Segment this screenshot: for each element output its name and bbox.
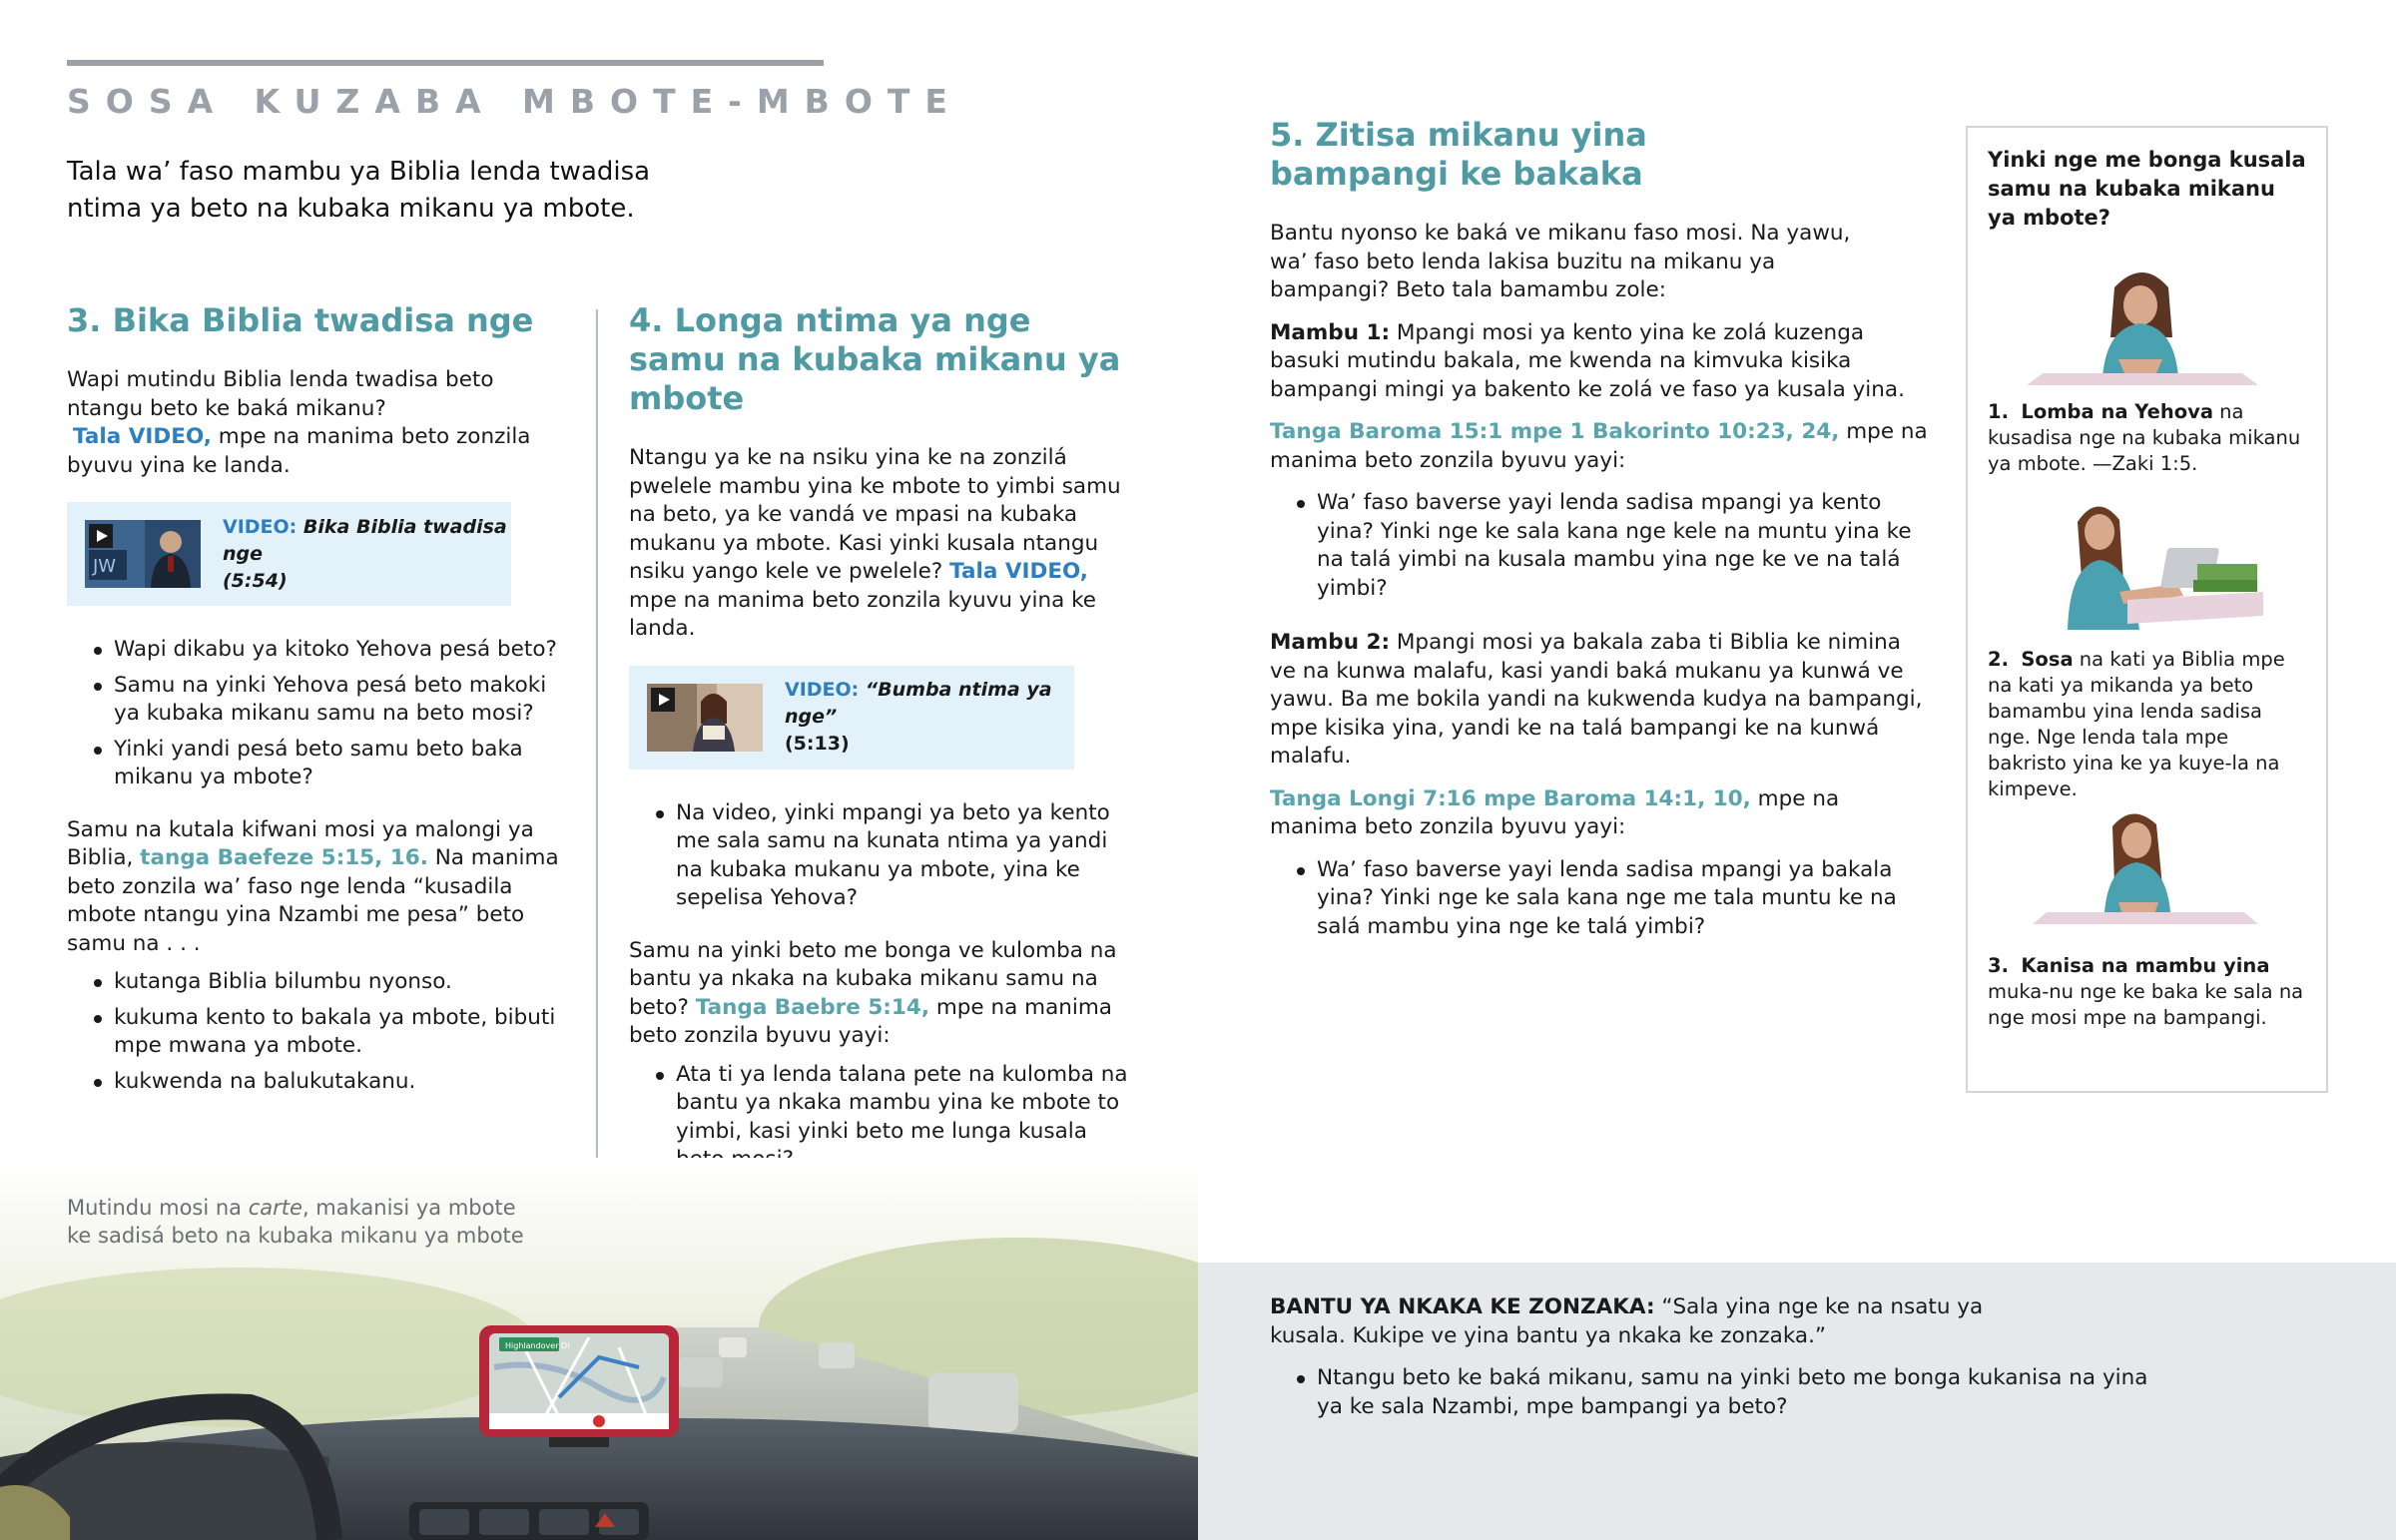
- sidebar-question: Yinki nge me bonga kusala samu na kubaka mikanu ya mbote?: [1988, 148, 2306, 230]
- section-4: [629, 301, 1128, 1246]
- section-5-body: [1270, 220, 1929, 941]
- step-2-bold: Sosa: [2021, 648, 2074, 671]
- video-thumbnail-2[interactable]: [647, 684, 763, 752]
- section-3-para1: Wapi mutindu Biblia lenda twadisa beto ntangu beto ke baká mikanu?: [67, 367, 494, 421]
- section-3-title: 3. Bika Biblia twadisa nge: [67, 301, 534, 339]
- scripture-link-longi-baroma[interactable]: Tanga Longi 7:16 mpe Baroma 14:1, 10,: [1270, 785, 1751, 811]
- video-label: VIDEO:: [223, 515, 298, 538]
- band-questions: [1270, 1364, 2168, 1421]
- woman-thinking-illustration: [2023, 806, 2262, 926]
- section-4-title: 4. Longa ntima ya nge samu na kubaka mikanu ya mbote: [629, 301, 1121, 417]
- section-3-para2: Samu na kutala kifwani mosi ya malongi ya Biblia,: [67, 816, 534, 870]
- tala-video-link-2[interactable]: Tala VIDEO,: [949, 559, 1088, 584]
- bottom-band-content: [1270, 1293, 2168, 1428]
- band-label: BANTU YA NKAKA KE ZONZAKA:: [1270, 1294, 1655, 1319]
- scripture-link-baefeze[interactable]: tanga Baefeze 5:15, 16.: [140, 845, 428, 870]
- svg-text:JW: JW: [93, 556, 117, 577]
- list-item: Wapi dikabu ya kitoko Yehova pesá beto?: [67, 636, 566, 665]
- list-item: Samu na yinki Yehova pesá beto makoki ya kubaka mikanu samu na beto mosi?: [67, 672, 566, 729]
- step-1-bold: Lomba na Yehova: [2021, 400, 2213, 423]
- woman-studying-illustration: [2028, 492, 2267, 632]
- caption-part-2: , makanisi ya mbote: [301, 1196, 516, 1220]
- sidebar-step-3: [1988, 953, 2307, 1031]
- video-box-bika-biblia[interactable]: [67, 502, 511, 606]
- step-1-number: 1.: [1988, 400, 2009, 423]
- play-icon[interactable]: [89, 524, 113, 548]
- section-3-para2-rest: Na manima beto zonzila wa’ faso nge lenda “kusadila mbote ntangu yina Nzambi me pesa” beto samu na . . .: [67, 845, 559, 956]
- sidebar-step-1: [1988, 399, 2307, 477]
- case-1-text: Mpangi mosi ya kento yina ke zolá kuzenga basuki mutindu bakala, me kwenda na kimvuka kisika bampangi mingi ya bakento ke zolá ve faso ya kusala yina.: [1270, 319, 1905, 402]
- list-item: Wa’ faso baverse yayi lenda sadisa mpangi ya kento yina? Yinki nge ke sala kana nge kele na muntu yina ke na talá yimbi na kusala mambu yina nge ke ve na talá yimbi?: [1270, 489, 1929, 603]
- case-2-questions: [1270, 856, 1929, 942]
- case-1-label: Mambu 1:: [1270, 319, 1391, 345]
- step-2-text: na kati ya Biblia mpe na kati ya mikanda ya beto bamambu yina lenda sadisa nge. Nge lenda tala mpe bakristo yina ke ya kuye-la na kimpeve.: [1988, 648, 2285, 800]
- video-time: (5:54): [223, 569, 288, 592]
- scripture-link-baroma-bakorinto[interactable]: Tanga Baroma 15:1 mpe 1 Bakorinto 10:23, 24,: [1270, 419, 1840, 444]
- step-3-text: muka-nu nge ke baka ke sala na nge mosi mpe na bampangi.: [1988, 980, 2304, 1029]
- video-caption-2[interactable]: [785, 677, 1074, 758]
- video-label-2: VIDEO:: [785, 679, 860, 701]
- video-thumbnail[interactable]: [85, 520, 201, 588]
- case-1-questions: [1270, 489, 1929, 603]
- case-1-rest: mpe na manima beto zonzila byuvu yayi:: [1270, 419, 1928, 473]
- caption-line-2: ke sadisá beto na kubaka mikanu ya mbote: [67, 1224, 524, 1248]
- case-2-rest: mpe na manima beto zonzila byuvu yayi:: [1270, 785, 1840, 839]
- video-title-2: “Bumba ntima ya nge”: [785, 679, 1052, 728]
- caption-italic: carte: [248, 1196, 302, 1220]
- section-3: [67, 301, 566, 1103]
- series-title: SOSA KUZABA MBOTE-MBOTE: [67, 82, 962, 121]
- woman-praying-illustration: [2023, 257, 2262, 387]
- play-icon-2[interactable]: [651, 688, 675, 712]
- sidebar-step-2: [1988, 647, 2307, 802]
- video-title: Bika Biblia twadisa nge: [223, 515, 507, 565]
- section-5: [1270, 116, 1929, 948]
- section-4-body: [629, 444, 1128, 1239]
- column-divider: [596, 309, 598, 1178]
- video-caption[interactable]: [223, 514, 511, 595]
- video-time-2: (5:13): [785, 733, 850, 755]
- step-3-bold: Kanisa na mambu yina: [2021, 954, 2270, 977]
- section-4-questions: [629, 799, 1128, 913]
- section-4-para2-rest: mpe na manima beto zonzila byuvu yayi:: [629, 994, 1112, 1048]
- case-2-text: Mpangi mosi ya bakala zaba ti Biblia ke nimina ve na kunwa malafu, kasi yandi baká mukanu ya kunwá ve yawu. Ba me bokila yandi na kukwenda kudya na bampangi, mpe kisika yina, yandi ke na talá bampangi ke na kunwá malafu.: [1270, 630, 1923, 769]
- section-3-list: [67, 968, 566, 1096]
- section-4-para1-rest: mpe na manima beto zonzila kyuvu yina ke landa.: [629, 587, 1097, 641]
- list-item: kukwenda na balukutakanu.: [67, 1068, 566, 1097]
- list-item: kutanga Biblia bilumbu nyonso.: [67, 968, 566, 997]
- list-item: Yinki yandi pesá beto samu beto baka mikanu ya mbote?: [67, 736, 566, 792]
- scripture-link-baebre[interactable]: Tanga Baebre 5:14,: [695, 994, 929, 1020]
- map-street-label: Highlandover Dr: [505, 1341, 571, 1350]
- step-3-number: 3.: [1988, 954, 2009, 977]
- case-2-label: Mambu 2:: [1270, 630, 1391, 655]
- list-item: Ntangu beto ke baká mikanu, samu na yinki beto me bonga kukanisa na yina ya ke sala Nzambi, mpe bampangi ya beto?: [1270, 1364, 2168, 1421]
- tala-video-link[interactable]: Tala VIDEO,: [73, 424, 212, 449]
- section-5-para1: Bantu nyonso ke baká ve mikanu faso mosi. Na yawu, wa’ faso beto lenda lakisa buzitu na mikanu ya bampangi? Beto tala bamambu zole:: [1270, 221, 1851, 302]
- list-item: kukuma kento to bakala ya mbote, bibuti mpe mwana ya mbote.: [67, 1004, 566, 1061]
- band-quote: “Sala yina nge ke na nsatu ya kusala. Kukipe ve yina bantu ya nkaka ke zonzaka.”: [1270, 1294, 1984, 1348]
- intro-text: Tala wa’ faso mambu ya Biblia lenda twadisa ntima ya beto na kubaka mikanu ya mbote.: [67, 157, 651, 224]
- section-4-para1: Ntangu ya ke na nsiku yina ke na zonzilá pwelele mambu yina ke mbote to yimbi samu na beto, ya ke vandá ve mpasi na kubaka mukanu ya mbote. Kasi yinki kusala ntangu nsiku yango kele ve pwelele?: [629, 445, 1121, 584]
- video-box-bumba-ntima[interactable]: [629, 666, 1074, 770]
- sidebar-box: [1966, 126, 2328, 1093]
- list-item: Na video, yinki mpangi ya beto ya kento me sala samu na kunata ntima ya yandi na kubaka mukanu ya mbote, yina ke sepelisa Yehova?: [629, 799, 1128, 913]
- list-item: Ata ti ya lenda talana pete na kulomba na bantu ya nkaka mambu yina ke mbote to yimbi, kasi yinki beto me lunga kusala: [629, 1061, 1128, 1175]
- top-rule: [67, 60, 824, 66]
- section-4-para2: Samu na yinki beto me bonga ve kulomba na bantu ya nkaka na kubaka mikanu samu na beto?: [629, 937, 1117, 1020]
- section-3-questions: [67, 636, 566, 792]
- section-3-body: [67, 366, 566, 1096]
- step-2-number: 2.: [1988, 648, 2009, 671]
- section-5-title: 5. Zitisa mikanu yina bampangi ke bakaka: [1270, 116, 1647, 193]
- photo-caption: [67, 1194, 524, 1250]
- caption-part-1: Mutindu mosi na: [67, 1196, 249, 1220]
- step-1-text: na kusadisa nge na kubaka mikanu ya mbote. —Zaki 1:5.: [1988, 400, 2301, 475]
- section-3-para1-rest: mpe na manima beto zonzila byuvu yina ke landa.: [67, 424, 531, 478]
- list-item: Wa’ faso baverse yayi lenda sadisa mpangi ya bakala yina? Yinki nge ke sala kana nge me tala muntu ke na salá mambu yina nge ke talá yimbi?: [1270, 856, 1929, 942]
